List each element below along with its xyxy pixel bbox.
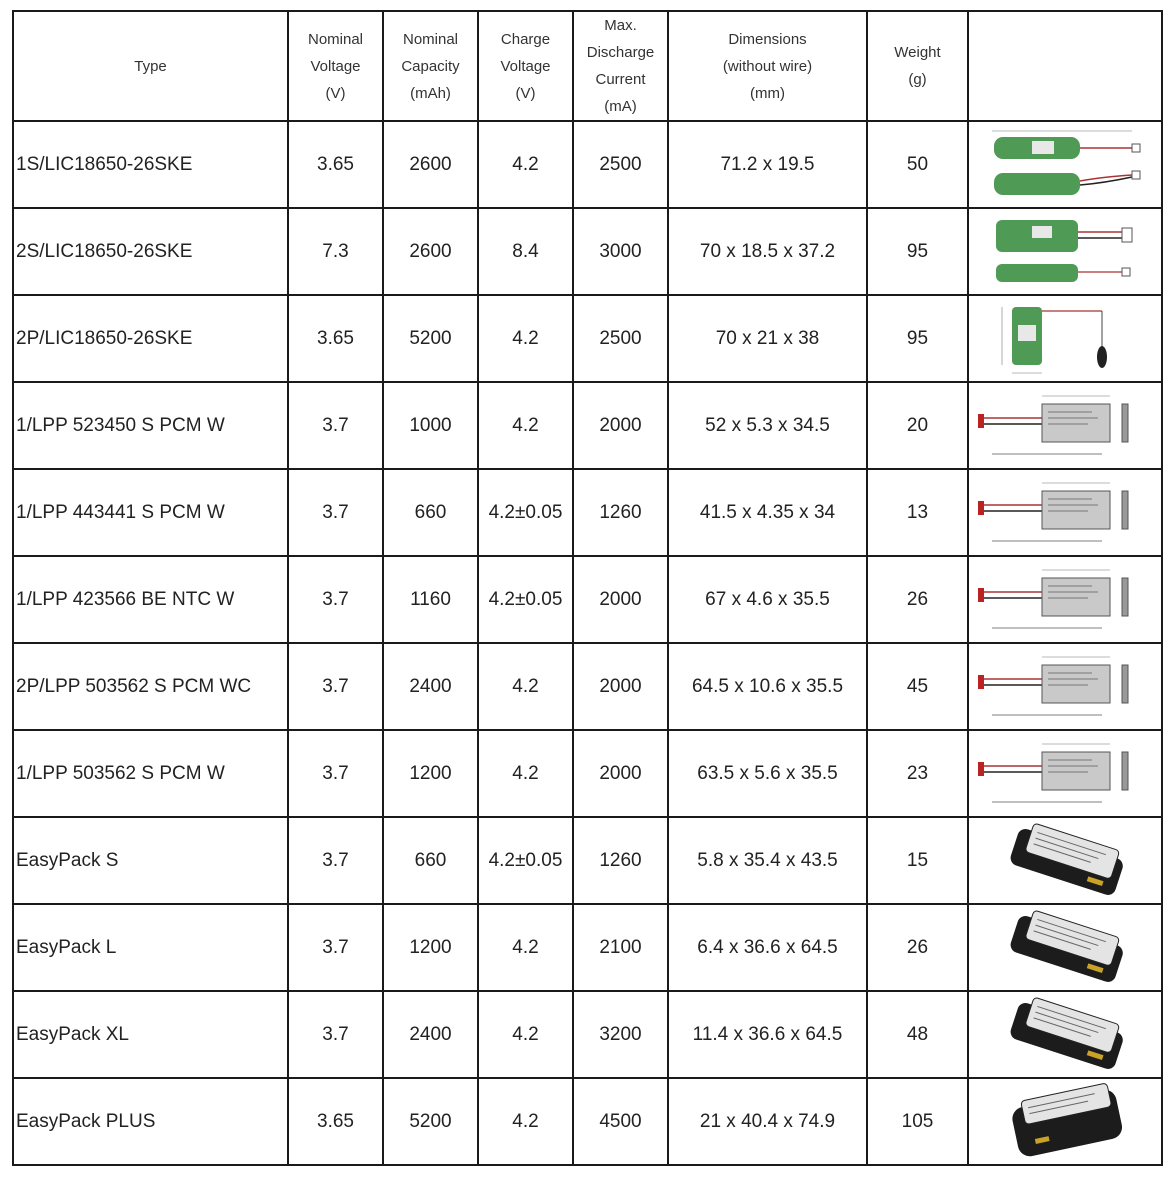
weight-cell: 105 <box>867 1078 968 1165</box>
header-line: Charge <box>500 30 551 48</box>
voltage-cell: 3.7 <box>288 556 383 643</box>
easypack-plus-icon <box>972 1082 1158 1162</box>
discharge-current-cell: 2500 <box>573 121 668 208</box>
product-image-cell <box>968 556 1162 643</box>
weight-cell: 95 <box>867 208 968 295</box>
capacity-cell: 1200 <box>383 904 478 991</box>
header-line: Voltage <box>500 57 551 75</box>
weight-cell: 50 <box>867 121 968 208</box>
type-cell: 2S/LIC18650-26SKE <box>13 208 288 295</box>
product-image-cell <box>968 730 1162 817</box>
product-image-cell <box>968 469 1162 556</box>
type-cell: 1S/LIC18650-26SKE <box>13 121 288 208</box>
type-cell: EasyPack S <box>13 817 288 904</box>
dimensions-cell: 11.4 x 36.6 x 64.5 <box>668 991 867 1078</box>
dimensions-cell: 52 x 5.3 x 34.5 <box>668 382 867 469</box>
dimensions-cell: 5.8 x 35.4 x 43.5 <box>668 817 867 904</box>
charge-voltage-cell: 4.2 <box>478 991 573 1078</box>
charge-voltage-cell: 4.2 <box>478 382 573 469</box>
header-image <box>968 11 1162 121</box>
capacity-cell: 1000 <box>383 382 478 469</box>
capacity-cell: 2600 <box>383 121 478 208</box>
discharge-current-cell: 3000 <box>573 208 668 295</box>
dimensions-cell: 63.5 x 5.6 x 35.5 <box>668 730 867 817</box>
table-row <box>13 121 1162 208</box>
product-image-cell <box>968 817 1162 904</box>
easypack-icon <box>972 908 1158 988</box>
capacity-cell: 1200 <box>383 730 478 817</box>
capacity-cell: 660 <box>383 469 478 556</box>
header-row <box>13 11 1162 121</box>
capacity-cell: 2400 <box>383 643 478 730</box>
product-image-cell <box>968 904 1162 991</box>
product-image-cell <box>968 991 1162 1078</box>
header-line: (V) <box>515 84 536 102</box>
header-max-discharge-current <box>573 11 668 121</box>
header-line: Voltage <box>310 57 361 75</box>
voltage-cell: 3.65 <box>288 295 383 382</box>
charge-voltage-cell: 4.2 <box>478 643 573 730</box>
charge-voltage-cell: 4.2±0.05 <box>478 817 573 904</box>
easypack-icon <box>972 821 1158 901</box>
capacity-cell: 2600 <box>383 208 478 295</box>
weight-cell: 26 <box>867 556 968 643</box>
discharge-current-cell: 2000 <box>573 643 668 730</box>
table-row <box>13 991 1162 1078</box>
pouch-drawing-icon <box>972 734 1158 814</box>
voltage-cell: 3.7 <box>288 730 383 817</box>
pouch-drawing-icon <box>972 473 1158 553</box>
charge-voltage-cell: 4.2±0.05 <box>478 556 573 643</box>
type-cell: 2P/LIC18650-26SKE <box>13 295 288 382</box>
easypack-icon <box>972 995 1158 1075</box>
type-cell: 1/LPP 423566 BE NTC W <box>13 556 288 643</box>
table-row <box>13 1078 1162 1165</box>
pouch-drawing-icon <box>972 386 1158 466</box>
discharge-current-cell: 1260 <box>573 817 668 904</box>
charge-voltage-cell: 4.2±0.05 <box>478 469 573 556</box>
header-line: (without wire) <box>722 57 813 75</box>
type-cell: EasyPack L <box>13 904 288 991</box>
voltage-cell: 3.65 <box>288 121 383 208</box>
weight-cell: 45 <box>867 643 968 730</box>
header-line: Type <box>134 57 167 75</box>
table-row <box>13 904 1162 991</box>
cylinder-1s-icon <box>972 125 1158 205</box>
type-cell: 1/LPP 443441 S PCM W <box>13 469 288 556</box>
dimensions-cell: 70 x 21 x 38 <box>668 295 867 382</box>
header-line: Max. <box>604 17 637 34</box>
header-nominal-capacity <box>383 11 478 121</box>
header-line: Nominal <box>402 30 459 48</box>
discharge-current-cell: 1260 <box>573 469 668 556</box>
table-row <box>13 208 1162 295</box>
weight-cell: 15 <box>867 817 968 904</box>
header-line: (V) <box>325 84 346 102</box>
product-image-cell <box>968 121 1162 208</box>
table-row <box>13 730 1162 817</box>
header-dimensions <box>668 11 867 121</box>
voltage-cell: 7.3 <box>288 208 383 295</box>
header-charge-voltage <box>478 11 573 121</box>
weight-cell: 95 <box>867 295 968 382</box>
type-cell: 1/LPP 523450 S PCM W <box>13 382 288 469</box>
charge-voltage-cell: 4.2 <box>478 295 573 382</box>
cylinder-2s-icon <box>972 212 1158 292</box>
capacity-cell: 5200 <box>383 295 478 382</box>
header-line: Weight <box>894 44 941 61</box>
pouch-drawing-icon <box>972 560 1158 640</box>
voltage-cell: 3.7 <box>288 643 383 730</box>
header-line: Current <box>595 71 646 88</box>
product-image-cell <box>968 382 1162 469</box>
table-row <box>13 556 1162 643</box>
header-nominal-voltage <box>288 11 383 121</box>
dimensions-cell: 41.5 x 4.35 x 34 <box>668 469 867 556</box>
header-line: (mAh) <box>410 84 451 102</box>
header-line: Discharge <box>586 44 655 61</box>
weight-cell: 26 <box>867 904 968 991</box>
charge-voltage-cell: 8.4 <box>478 208 573 295</box>
battery-spec-table <box>12 10 1163 1166</box>
voltage-cell: 3.65 <box>288 1078 383 1165</box>
weight-cell: 13 <box>867 469 968 556</box>
table-row <box>13 382 1162 469</box>
header-line: (mA) <box>604 98 637 115</box>
pouch-drawing-icon <box>972 647 1158 727</box>
type-cell: 1/LPP 503562 S PCM W <box>13 730 288 817</box>
dimensions-cell: 70 x 18.5 x 37.2 <box>668 208 867 295</box>
product-image-cell <box>968 1078 1162 1165</box>
discharge-current-cell: 2000 <box>573 730 668 817</box>
voltage-cell: 3.7 <box>288 904 383 991</box>
header-line: Nominal <box>307 30 364 48</box>
weight-cell: 20 <box>867 382 968 469</box>
voltage-cell: 3.7 <box>288 382 383 469</box>
cylinder-2p-icon <box>972 299 1158 379</box>
header-line: Capacity <box>401 57 460 75</box>
header-line: Dimensions <box>728 30 807 48</box>
discharge-current-cell: 3200 <box>573 991 668 1078</box>
discharge-current-cell: 2500 <box>573 295 668 382</box>
charge-voltage-cell: 4.2 <box>478 904 573 991</box>
capacity-cell: 2400 <box>383 991 478 1078</box>
discharge-current-cell: 2100 <box>573 904 668 991</box>
header-type <box>13 11 288 121</box>
dimensions-cell: 67 x 4.6 x 35.5 <box>668 556 867 643</box>
discharge-current-cell: 2000 <box>573 382 668 469</box>
product-image-cell <box>968 208 1162 295</box>
table-body <box>13 121 1162 1165</box>
header-weight <box>867 11 968 121</box>
dimensions-cell: 6.4 x 36.6 x 64.5 <box>668 904 867 991</box>
dimensions-cell: 71.2 x 19.5 <box>668 121 867 208</box>
table-row <box>13 469 1162 556</box>
table-row <box>13 817 1162 904</box>
voltage-cell: 3.7 <box>288 817 383 904</box>
charge-voltage-cell: 4.2 <box>478 121 573 208</box>
discharge-current-cell: 2000 <box>573 556 668 643</box>
type-cell: EasyPack PLUS <box>13 1078 288 1165</box>
capacity-cell: 5200 <box>383 1078 478 1165</box>
type-cell: EasyPack XL <box>13 991 288 1078</box>
voltage-cell: 3.7 <box>288 469 383 556</box>
header-line: (g) <box>908 71 927 88</box>
type-cell: 2P/LPP 503562 S PCM WC <box>13 643 288 730</box>
capacity-cell: 660 <box>383 817 478 904</box>
table-row <box>13 295 1162 382</box>
header-line: (mm) <box>750 84 785 102</box>
charge-voltage-cell: 4.2 <box>478 1078 573 1165</box>
weight-cell: 23 <box>867 730 968 817</box>
product-image-cell <box>968 643 1162 730</box>
table-row <box>13 643 1162 730</box>
weight-cell: 48 <box>867 991 968 1078</box>
charge-voltage-cell: 4.2 <box>478 730 573 817</box>
dimensions-cell: 64.5 x 10.6 x 35.5 <box>668 643 867 730</box>
voltage-cell: 3.7 <box>288 991 383 1078</box>
discharge-current-cell: 4500 <box>573 1078 668 1165</box>
product-image-cell <box>968 295 1162 382</box>
capacity-cell: 1160 <box>383 556 478 643</box>
dimensions-cell: 21 x 40.4 x 74.9 <box>668 1078 867 1165</box>
